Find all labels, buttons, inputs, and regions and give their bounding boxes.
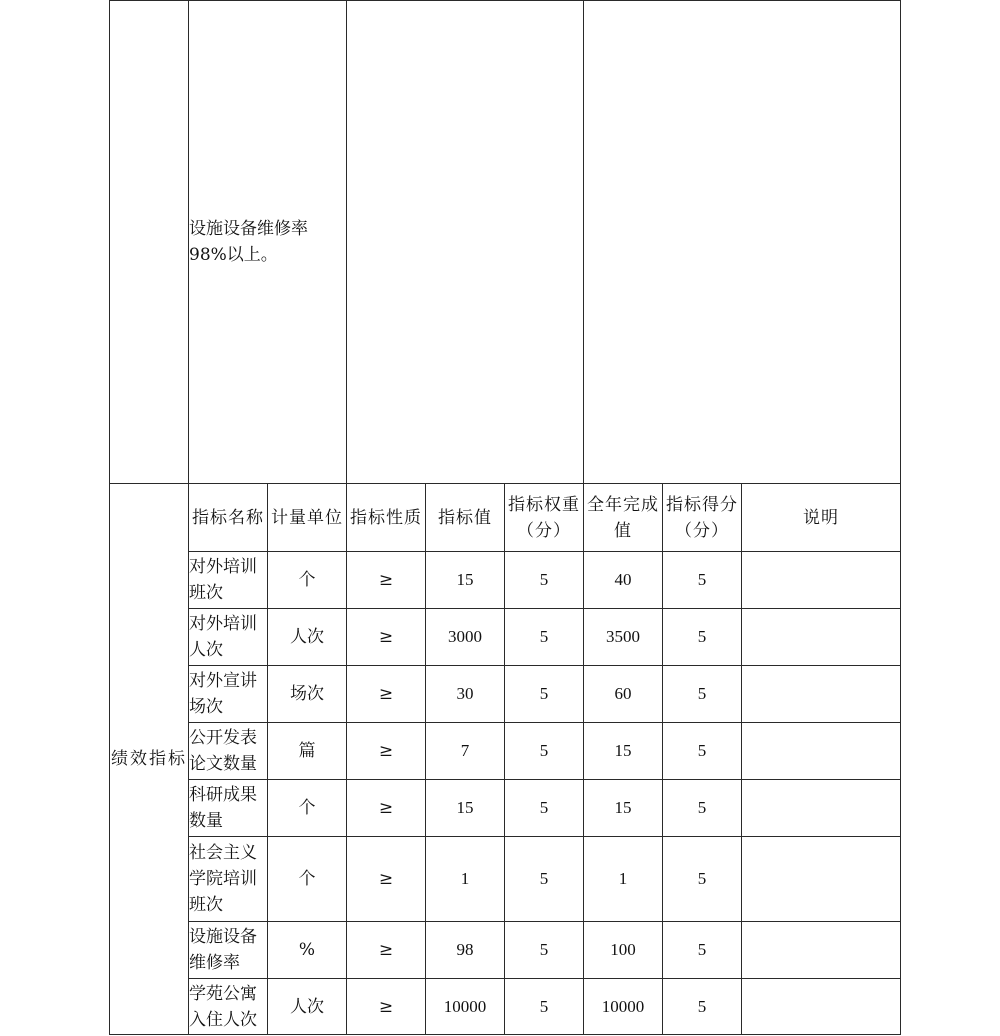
- header-score-line2: （分）: [675, 520, 730, 541]
- header-weight: [505, 484, 584, 552]
- indicator-score: 5: [663, 780, 742, 837]
- indicator-name: 学苑公寓 入住人次: [189, 979, 268, 1035]
- indicator-name: 设施设备 维修率: [189, 922, 268, 979]
- indicator-nature: ≥: [347, 609, 426, 666]
- table-row: [110, 666, 901, 723]
- indicator-score: 5: [663, 979, 742, 1035]
- indicator-unit: 个: [268, 837, 347, 922]
- goal-row: [110, 1, 901, 484]
- goal-note-cell: [584, 1, 901, 484]
- table-row: [110, 979, 901, 1035]
- indicator-score: 5: [663, 922, 742, 979]
- indicator-name: 科研成果 数量: [189, 780, 268, 837]
- indicator-score: 5: [663, 837, 742, 922]
- indicator-actual: 10000: [584, 979, 663, 1035]
- indicator-weight: 5: [505, 979, 584, 1035]
- section-label-cell-top: [110, 1, 189, 484]
- indicator-unit: 篇: [268, 723, 347, 780]
- indicator-weight: 5: [505, 780, 584, 837]
- indicator-weight: 5: [505, 922, 584, 979]
- indicator-name: 社会主义 学院培训 班次: [189, 837, 268, 922]
- performance-table: [109, 0, 901, 1035]
- header-note: 说明: [742, 484, 901, 552]
- indicator-actual: 15: [584, 723, 663, 780]
- indicator-actual: 100: [584, 922, 663, 979]
- indicator-note: [742, 979, 901, 1035]
- indicator-value: 30: [426, 666, 505, 723]
- goal-text-line1: 设施设备维修率: [189, 219, 308, 239]
- indicator-actual: 1: [584, 837, 663, 922]
- indicator-name: 公开发表 论文数量: [189, 723, 268, 780]
- indicator-nature: ≥: [347, 780, 426, 837]
- header-score: [663, 484, 742, 552]
- header-actual-line1: 全年完成: [587, 494, 660, 515]
- header-unit: 计量单位: [268, 484, 347, 552]
- indicator-name: 对外宣讲 场次: [189, 666, 268, 723]
- indicator-nature: ≥: [347, 979, 426, 1035]
- indicator-nature: ≥: [347, 922, 426, 979]
- header-value: 指标值: [426, 484, 505, 552]
- table-row: [110, 837, 901, 922]
- indicator-actual: 40: [584, 552, 663, 609]
- indicator-value: 98: [426, 922, 505, 979]
- indicator-unit: 场次: [268, 666, 347, 723]
- goal-text-cell: [189, 1, 347, 484]
- indicator-value: 1: [426, 837, 505, 922]
- indicator-note: [742, 552, 901, 609]
- indicator-weight: 5: [505, 837, 584, 922]
- indicator-note: [742, 837, 901, 922]
- indicator-nature: ≥: [347, 666, 426, 723]
- indicator-nature: ≥: [347, 837, 426, 922]
- table-row: [110, 609, 901, 666]
- indicator-nature: ≥: [347, 552, 426, 609]
- indicator-actual: 60: [584, 666, 663, 723]
- indicator-note: [742, 666, 901, 723]
- indicator-unit: 人次: [268, 609, 347, 666]
- indicator-note: [742, 922, 901, 979]
- header-actual: [584, 484, 663, 552]
- indicator-weight: 5: [505, 609, 584, 666]
- indicator-score: 5: [663, 723, 742, 780]
- indicator-note: [742, 780, 901, 837]
- indicator-weight: 5: [505, 723, 584, 780]
- table-row: [110, 922, 901, 979]
- indicator-score: 5: [663, 552, 742, 609]
- table-row: [110, 780, 901, 837]
- header-nature: 指标性质: [347, 484, 426, 552]
- indicator-note: [742, 723, 901, 780]
- header-score-line1: 指标得分: [666, 494, 739, 515]
- indicator-score: 5: [663, 666, 742, 723]
- indicator-note: [742, 609, 901, 666]
- indicator-name: 对外培训 人次: [189, 609, 268, 666]
- indicator-unit: 人次: [268, 979, 347, 1035]
- indicator-value: 15: [426, 552, 505, 609]
- header-weight-line1: 指标权重: [508, 494, 580, 515]
- header-actual-line2: 值: [614, 520, 633, 541]
- table-row: [110, 723, 901, 780]
- indicator-name: 对外培训 班次: [189, 552, 268, 609]
- header-name: 指标名称: [189, 484, 268, 552]
- indicator-value: 10000: [426, 979, 505, 1035]
- indicator-value: 7: [426, 723, 505, 780]
- indicator-unit: %: [268, 922, 347, 979]
- indicator-score: 5: [663, 609, 742, 666]
- indicator-weight: 5: [505, 666, 584, 723]
- section-label-performance: 绩效指标: [110, 484, 189, 1035]
- indicator-value: 3000: [426, 609, 505, 666]
- goal-text-line2: 98%以上。: [189, 245, 278, 265]
- indicator-actual: 15: [584, 780, 663, 837]
- indicator-unit: 个: [268, 552, 347, 609]
- indicator-unit: 个: [268, 780, 347, 837]
- indicator-value: 15: [426, 780, 505, 837]
- indicator-nature: ≥: [347, 723, 426, 780]
- indicator-weight: 5: [505, 552, 584, 609]
- header-row: [110, 484, 901, 552]
- table-row: [110, 552, 901, 609]
- indicator-actual: 3500: [584, 609, 663, 666]
- goal-completion-cell: [347, 1, 584, 484]
- header-weight-line2: （分）: [517, 520, 571, 541]
